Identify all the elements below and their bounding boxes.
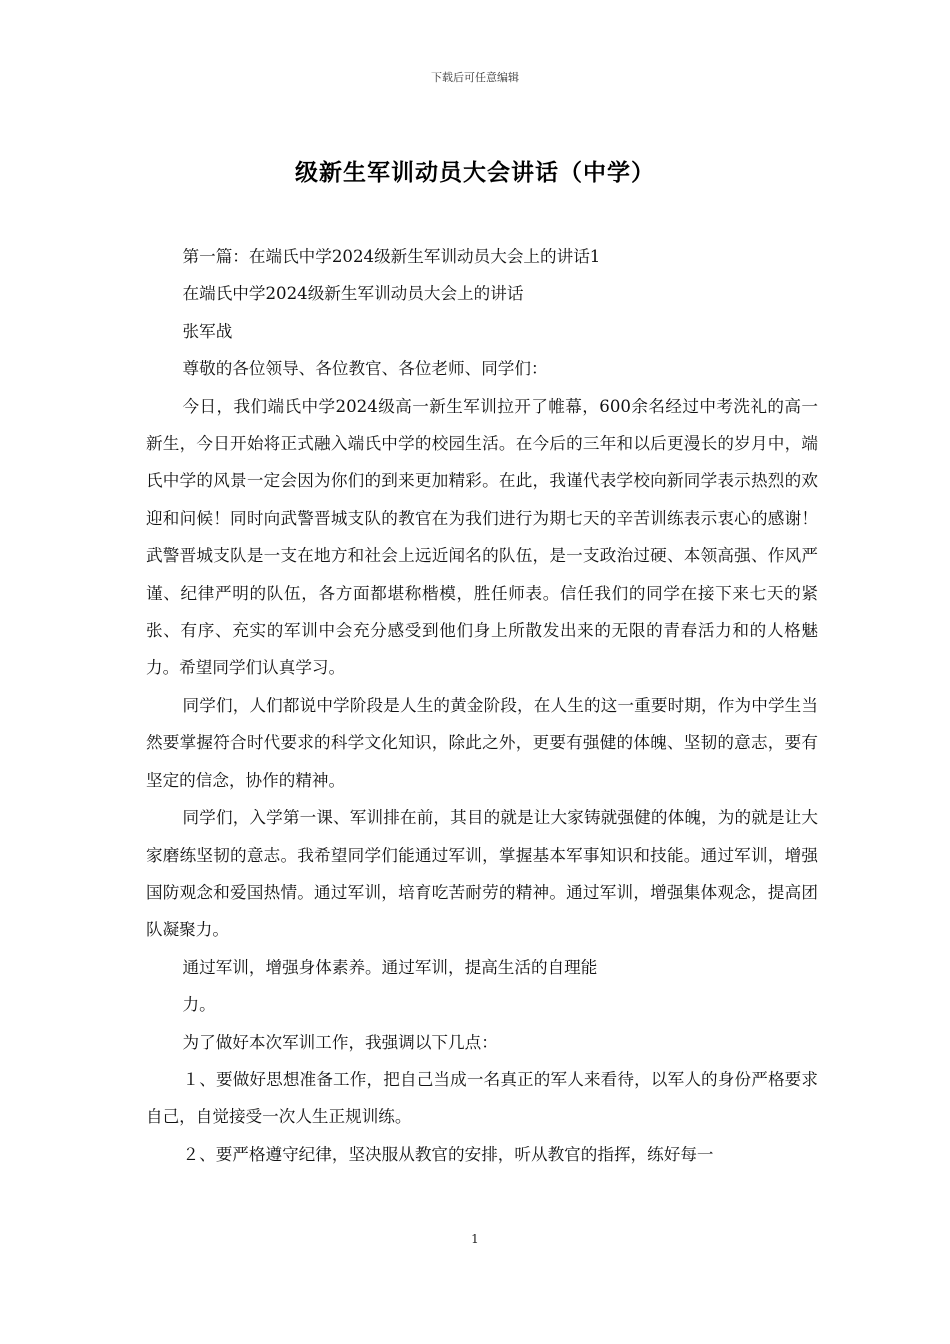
paragraph-body: 今日，我们端氏中学2024级高一新生军训拉开了帷幕，600余名经过中考洗礼的高一新生，今日开始将正式融入端氏中学的校园生活。在今后的三年和以后更漫长的岁月中，端氏中学的风景一定会因为你们的到来更加精彩。在此，我谨代表学校向新同学表示热烈的欢迎和问候！同时向武警晋城支队的教官在为我们进行为期七天的辛苦训练表示衷心的感谢！武警晋城支队是一支在地方和社会上远近闻名的队伍，是一支政治过硬、本领高强、作风严谨、纪律严明的队伍，各方面都堪称楷模，胜任师表。信任我们的同学在接下来七天的紧张、有序、充实的军训中会充分感受到他们身上所散发出来的无限的青春活力和的人格魅力。希望同学们认真学习。: [146, 396, 818, 678]
paragraph-body: 通过军训，增强身体素养。通过军训，提高生活的自理能: [182, 957, 598, 977]
page-header-note: 下载后可任意编辑: [431, 71, 519, 84]
paragraph-list-item: １、要做好思想准备工作，把自己当成一名真正的军人来看待，以军人的身份严格要求自己，自觉接受一次人生正规训练。: [146, 1069, 818, 1127]
paragraph-body: 为了做好本次军训工作，我强调以下几点：: [182, 1032, 498, 1052]
paragraph-speaker-name: 张军战: [182, 321, 233, 341]
paragraph-body: 同学们，入学第一课、军训排在前，其目的就是让大家铸就强健的体魄，为的就是让大家磨练坚韧的意志。我希望同学们能通过军训，掌握基本军事知识和技能。通过军训，增强国防观念和爱国热情。通过军训，培育吃苦耐劳的精神。通过军训，增强集体观念，提高团队凝聚力。: [146, 808, 818, 940]
paragraph-salutation: 尊敬的各位领导、各位教官、各位老师、同学们：: [182, 359, 548, 379]
document-title: 级新生军训动员大会讲话（中学）: [295, 159, 655, 186]
paragraph-body: 力。: [182, 995, 216, 1015]
paragraph-section-heading: 第一篇：在端氏中学2024级新生军训动员大会上的讲话1: [182, 247, 601, 266]
page-number: 1: [471, 1232, 479, 1246]
paragraph-speech-title: 在端氏中学2024级新生军训动员大会上的讲话: [182, 284, 524, 304]
paragraph-list-item: ２、要严格遵守纪律，坚决服从教官的安排，听从教官的指挥，练好每一: [182, 1144, 714, 1164]
document-body: [146, 238, 818, 1173]
paragraph-body: 同学们，人们都说中学阶段是人生的黄金阶段，在人生的这一重要时期，作为中学生当然要掌握符合时代要求的科学文化知识，除此之外，更要有强健的体魄、坚韧的意志，要有坚定的信念，协作的精神。: [146, 695, 818, 790]
